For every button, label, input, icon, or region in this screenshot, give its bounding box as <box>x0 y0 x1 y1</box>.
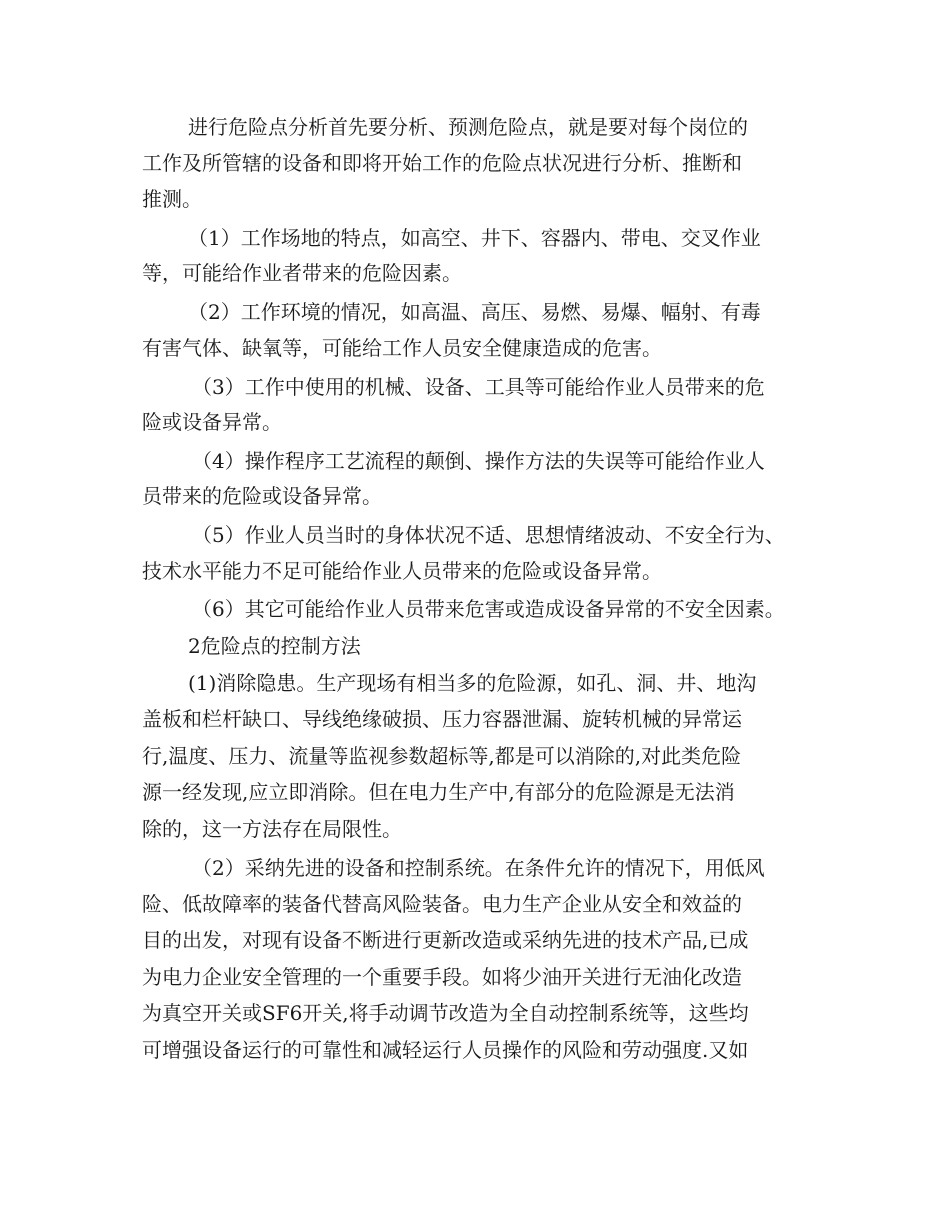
control-2-line-5: 为真空开关或SF6开关,将手动调节改造为全自动控制系统等，这些均 <box>142 1001 749 1025</box>
item-6-line-1: （6）其它可能给作业人员带来危害或造成设备异常的不安全因素。 <box>192 597 785 621</box>
section-heading: 2危险点的控制方法 <box>188 634 361 658</box>
paragraph-intro-line-2: 工作及所管辖的设备和即将开始工作的危险点状况进行分析、推断和 <box>142 151 742 175</box>
control-2-line-2: 险、低故障率的装备代替高风险装备。电力生产企业从安全和效益的 <box>142 892 742 916</box>
item-4-line-1: （4）操作程序工艺流程的颠倒、操作方法的失误等可能给作业人 <box>192 449 765 473</box>
item-1-line-2: 等，可能给作业者带来的危险因素。 <box>142 261 462 285</box>
item-5-line-2: 技术水平能力不足可能给作业人员带来的危险或设备异常。 <box>142 559 662 583</box>
item-2-line-1: （2）工作环境的情况，如高温、高压、易燃、易爆、幅射、有毒 <box>188 300 761 324</box>
item-3-line-1: （3）工作中使用的机械、设备、工具等可能给作业人员带来的危 <box>192 375 765 399</box>
control-2-line-4: 为电力企业安全管理的一个重要手段。如将少油开关进行无油化改造 <box>142 965 742 989</box>
control-1-line-1: (1)消除隐患。生产现场有相当多的危险源，如孔、洞、井、地沟 <box>188 671 757 695</box>
paragraph-intro-line-1: 进行危险点分析首先要分析、预测危险点，就是要对每个岗位的 <box>188 115 748 139</box>
control-2-line-1: （2）采纳先进的设备和控制系统。在条件允许的情况下，用低风 <box>192 856 765 880</box>
control-1-line-5: 除的，这一方法存在局限性。 <box>142 817 402 841</box>
item-2-line-2: 有害气体、缺氧等，可能给工作人员安全健康造成的危害。 <box>142 336 662 360</box>
control-1-line-3: 行,温度、压力、流量等监视参数超标等,都是可以消除的,对此类危险 <box>142 744 742 768</box>
control-1-line-2: 盖板和栏杆缺口、导线绝缘破损、压力容器泄漏、旋转机械的异常运 <box>142 707 742 731</box>
item-5-line-1: （5）作业人员当时的身体状况不适、思想情绪波动、不安全行为、 <box>192 523 785 547</box>
control-2-line-6: 可增强设备运行的可靠性和减轻运行人员操作的风险和劳动强度.又如 <box>142 1038 749 1062</box>
paragraph-intro-line-3: 推测。 <box>142 187 202 211</box>
item-3-line-2: 险或设备异常。 <box>142 410 282 434</box>
control-2-line-3: 目的出发，对现有设备不断进行更新改造或采纳先进的技术产品,已成 <box>142 928 749 952</box>
control-1-line-4: 源一经发现,应立即消除。但在电力生产中,有部分的危险源是无法消 <box>142 780 735 804</box>
item-4-line-2: 员带来的危险或设备异常。 <box>142 484 382 508</box>
item-1-line-1: （1）工作场地的特点，如高空、井下、容器内、带电、交叉作业 <box>188 226 761 250</box>
